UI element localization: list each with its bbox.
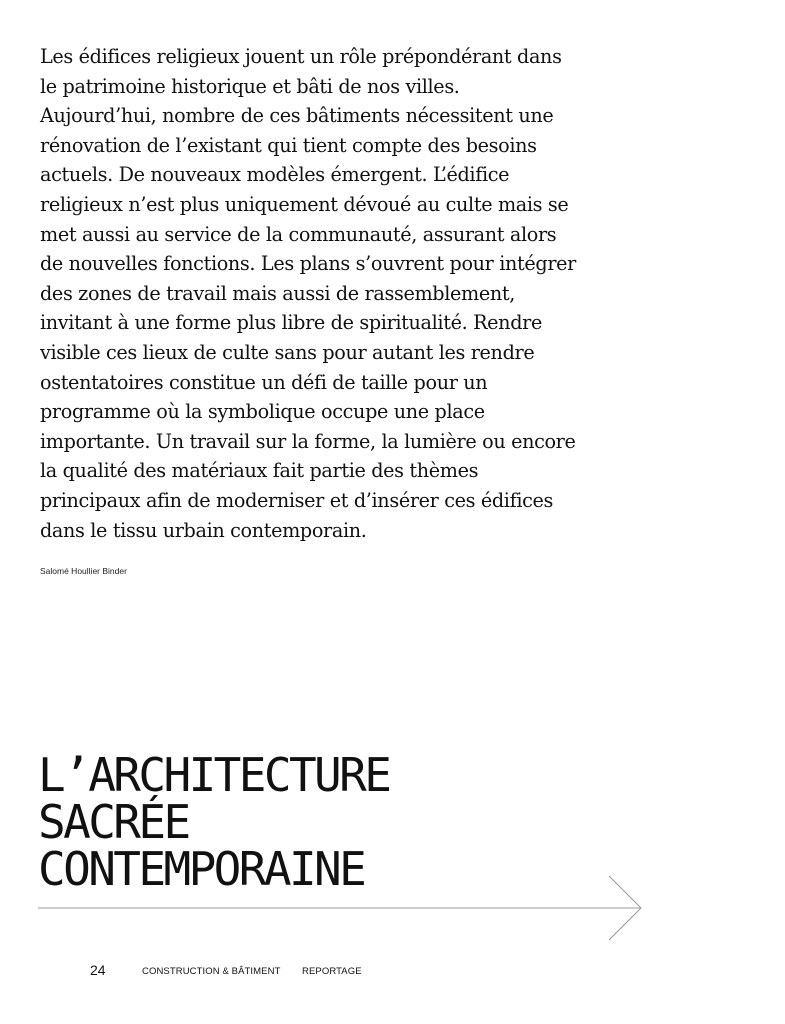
intro-line: importante. Un travail sur la forme, la lumière ou encore — [40, 429, 576, 453]
intro-line: met aussi au service de la communauté, assurant alors — [40, 222, 557, 246]
intro-line: visible ces lieux de culte sans pour autant les rendre — [40, 340, 535, 364]
title-line: CONTEMPORAINE — [38, 842, 365, 896]
title-line: L’ARCHITECTURE — [38, 748, 390, 802]
intro-line: de nouvelles fonctions. Les plans s’ouvrent pour intégrer — [40, 252, 576, 276]
article-title — [38, 748, 390, 896]
title-line: SACRÉE — [38, 795, 189, 849]
intro-line: Aujourd’hui, nombre de ces bâtiments nécessitent une — [40, 104, 554, 128]
author-credit: Salomé Houllier Binder — [40, 566, 127, 576]
intro-line: ostentatoires constitue un défi de taille pour un — [40, 370, 488, 394]
intro-line: religieux n’est plus uniquement dévoué au culte mais se — [40, 192, 569, 216]
intro-line: Les édifices religieux jouent un rôle prépondérant dans — [40, 45, 562, 68]
intro-paragraph — [40, 42, 660, 545]
intro-line: programme où la symbolique occupe une place — [40, 400, 485, 424]
intro-line: actuels. De nouveaux modèles émergent. L’édifice — [40, 163, 510, 187]
intro-line: le patrimoine historique et bâti de nos villes. — [40, 74, 460, 98]
section-name: REPORTAGE — [302, 966, 362, 977]
intro-line: dans le tissu urbain contemporain. — [40, 518, 367, 542]
intro-line: principaux afin de moderniser et d’insérer ces édifices — [40, 488, 554, 512]
arrow-right-icon — [38, 874, 644, 944]
intro-line: la qualité des matériaux fait partie des thèmes — [40, 459, 479, 483]
publication-name: CONSTRUCTION & BÂTIMENT — [142, 966, 281, 977]
intro-line: des zones de travail mais aussi de rassemblement, — [40, 281, 515, 305]
intro-line: rénovation de l’existant qui tient compte des besoins — [40, 133, 537, 157]
intro-line: invitant à une forme plus libre de spiritualité. Rendre — [40, 311, 542, 335]
page-number: 24 — [90, 962, 106, 978]
